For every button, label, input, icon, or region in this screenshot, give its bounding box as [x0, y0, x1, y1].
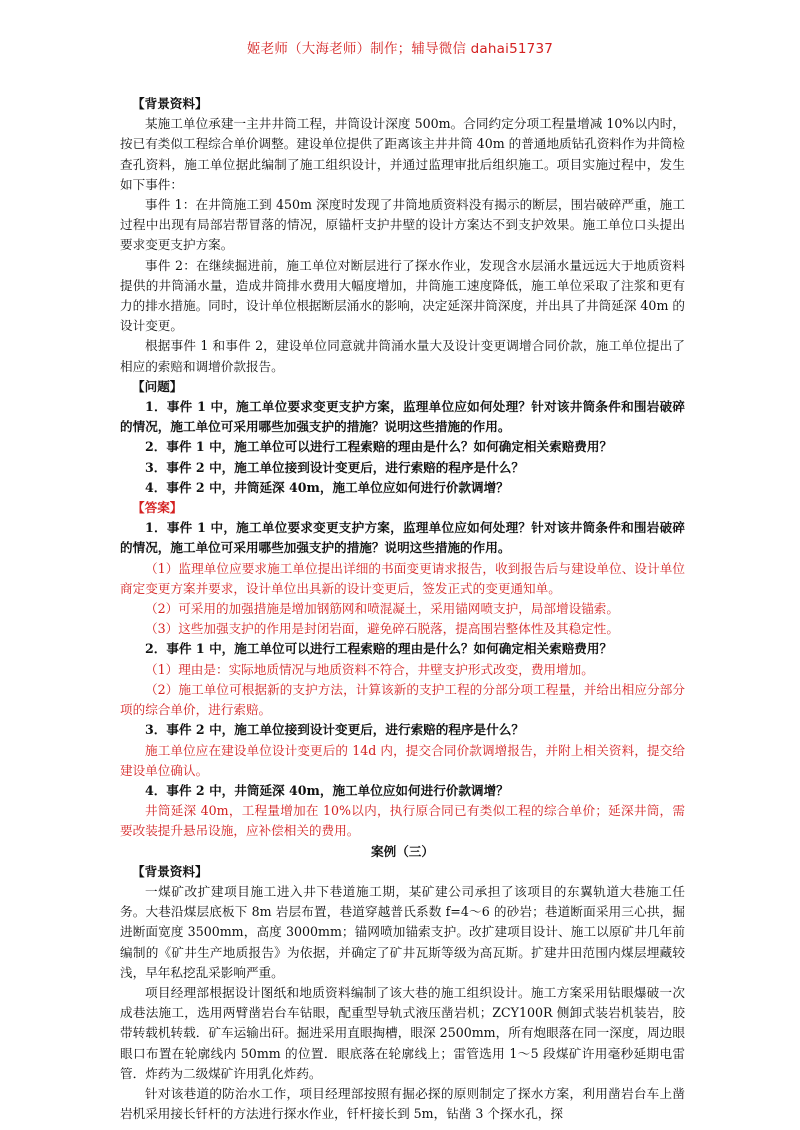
- paragraph: 针对该巷道的防治水工作，项目经理部按照有掘必探的原则制定了探水方案，利用凿岩台车上凿岩机采用接长钎杆的方法进行探水作业，钎杆接长到 5m，钻凿 3 个探水孔，探: [120, 1085, 685, 1122]
- question: 1．事件 1 中，施工单位要求变更支护方案，监理单位应如何处理？针对该井筒条件和围岩破碎的情况，施工单位可采用哪些加强支护的措施？说明这些措施的作用。: [120, 399, 685, 435]
- background-heading: 【背景资料】: [132, 863, 208, 879]
- paragraph: 事件 1：在井筒施工到 450m 深度时发现了井筒地质资料没有揭示的断层，围岩破碎严重，施工过程中出现有局部岩帮冒落的情况，原锚杆支护井壁的设计方案达不到支护效果。施工单位口头提出要求变更支护方案。: [120, 197, 685, 253]
- answer-question: 2．事件 1 中，施工单位可以进行工程索赔的理由是什么？如何确定相关索赔费用？: [145, 641, 613, 657]
- page-header: 姬老师（大海老师）制作；辅导微信 dahai51737: [246, 41, 554, 57]
- answer-text: （3）这些加强支护的作用是封闭岩面，避免碎石脱落，提高围岩整体性及其稳定性。: [145, 621, 619, 637]
- paragraph: 根据事件 1 和事件 2，建设单位同意就井筒涌水量大及设计变更调增合同价款，施工单位提出了相应的索赔和调增价款报告。: [120, 338, 685, 374]
- answer-text: （1）理由是：实际地质情况与地质资料不符合，井壁支护形式改变，费用增加。: [145, 661, 594, 677]
- background-heading: 【背景资料】: [132, 96, 208, 111]
- answer-question: 3．事件 2 中，施工单位接到设计变更后，进行索赔的程序是什么？: [145, 722, 524, 738]
- question: 2．事件 1 中，施工单位可以进行工程索赔的理由是什么？如何确定相关索赔费用？: [145, 439, 613, 455]
- paragraph: 某施工单位承建一主井井筒工程，井筒设计深度 500m。合同约定分项工程量增减 10%以内时，按已有类似工程综合单价调整。建设单位提供了距离该主井井筒 40m 的普通地质钻孔资料作为井筒检查孔资料，施工单位据此编制了施工组织设计，并通过监理审批后组织施工。项目实施过程中，发生如下事件：: [120, 116, 685, 192]
- answer-text: 井筒延深 40m，工程量增加在 10%以内，执行原合同已有类似工程的综合单价；延深井筒，需要改装提升悬吊设施，应补偿相关的费用。: [120, 803, 685, 839]
- answer-question: 1．事件 1 中，施工单位要求变更支护方案，监理单位应如何处理？针对该井筒条件和围岩破碎的情况，施工单位可采用哪些加强支护的措施？说明这些措施的作用。: [120, 520, 685, 556]
- case-title: 案例（三）: [371, 843, 434, 859]
- document-body: [120, 94, 685, 1124]
- question: 3．事件 2 中，施工单位接到设计变更后，进行索赔的程序是什么？: [145, 459, 524, 475]
- question: 4．事件 2 中，井筒延深 40m，施工单位应如何进行价款调增？: [145, 479, 509, 495]
- answer-text: （1）监理单位应要求施工单位提出详细的书面变更请求报告，收到报告后与建设单位、设计单位商定变更方案并要求，设计单位出具新的设计变更后，签发正式的变更通知单。: [120, 560, 685, 596]
- answer-text: 施工单位应在建设单位设计变更后的 14d 内，提交合同价款调增报告，并附上相关资料，提交给建设单位确认。: [120, 742, 685, 778]
- paragraph: 事件 2：在继续掘进前，施工单位对断层进行了探水作业，发现含水层涌水量远远大于地质资料提供的井筒涌水量，造成井筒排水费用大幅度增加，井筒施工速度降低，施工单位采取了注浆和更有力的排水措施。同时，设计单位根据断层涌水的影响，决定延深井筒深度，并出具了井筒延深 40m 的设计变更。: [120, 257, 685, 334]
- questions-heading: 【问题】: [132, 378, 183, 394]
- answer-text: （2）施工单位可根据新的支护方法，计算该新的支护工程的分部分项工程量，并给出相应分部分项的综合单价，进行索赔。: [120, 681, 685, 718]
- paragraph: 一煤矿改扩建项目施工进入井下巷道施工期，某矿建公司承担了该项目的东翼轨道大巷施工任务。大巷沿煤层底板下 8m 岩层布置，巷道穿越普氏系数 f=4～6 的砂岩；巷道断面采用三心拱，掘进断面宽度 3500mm，高度 3000mm；锚网喷加锚索支护。改扩建项目设计、施工以原矿井几年前编制的《矿井生产地质报告》为依据，并确定了矿井瓦斯等级为高瓦斯。扩建井田范围内煤层埋藏较浅，早年私挖乱采影响严重。: [120, 883, 685, 980]
- answer-question: 4．事件 2 中，井筒延深 40m，施工单位应如何进行价款调增？: [145, 782, 509, 798]
- paragraph: 项目经理部根据设计图纸和地质资料编制了该大巷的施工组织设计。施工方案采用钻眼爆破一次成巷法施工，选用两臂凿岩台车钻眼，配重型导轨式液压凿岩机；ZCY100R 侧卸式装岩机装岩，胶带转载机转载．矿车运输出矸。掘进采用直眼掏槽，眼深 2500mm，所有炮眼落在同一深度，周边眼眼口布置在轮廓线内 50mm 的位置．眼底落在轮廓线上；雷管选用 1～5 段煤矿许用毫秒延期电雷管．炸药为二级煤矿许用乳化炸药。: [120, 984, 685, 1081]
- answer-text: （2）可采用的加强措施是增加钢筋网和喷混凝土，采用锚网喷支护，局部增设锚索。: [145, 601, 619, 617]
- answers-heading: 【答案】: [132, 500, 183, 516]
